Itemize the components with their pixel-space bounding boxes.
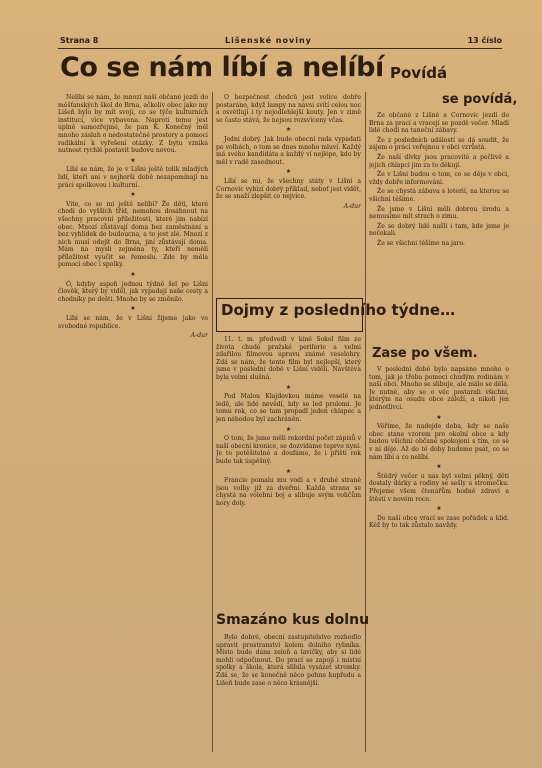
section-headline: Zase po všem. [372, 346, 478, 361]
col1-paragraph: Líbí se nám, že v Lišni žijeme jako ve svobodné republice. [58, 315, 208, 330]
separator-star: ★ [436, 413, 442, 421]
page-header [60, 36, 502, 48]
col2b-paragraph: 11. t. m. předvedl v kině Sokol film ze života chudé pražské periferie a velmi zdařilou filmovou úpravu známé veselohry. Zdá se nám, že tento film byl nejlepší, který jsme v poslední době v Lišni viděli. Návštěva byla velmi slušná. [216, 336, 361, 381]
column-1 [58, 94, 208, 749]
separator-star: ★ [130, 156, 136, 164]
col3-item: Že se všichni těšíme na jaro. [377, 239, 465, 247]
separator-star: ★ [285, 126, 292, 134]
column-3-bottom [369, 366, 509, 752]
side-headline-2: se povídá, [442, 92, 518, 107]
col3b-paragraph: Do naší obce vrací se zase pořádek a klid. Kéž by to tak zůstalo navždy. [369, 514, 509, 530]
col3b-paragraph: V poslední době bylo napsáno mnoho o tom, jak je třeba pomoci chudým rodinám v naší obci. Mnoho se slibuje, ale málo se dělá. Je nutné, aby se o věc postarali všichni, kterým na osudu obce záleží, a nikoli jen jednotlivci. [369, 366, 509, 411]
col2c-paragraph: Bylo dobré, obecní zastupitelstvo rozhodlo upravit prostranství kolem dolního rybníka. Místo bude dána zeleň a lavičky, aby si lidé mohli odpočinout. Do prací se zapojí i místní spolky a škola, která slíbila vysázet stromky. Zdá se, že se konečně něco pohne kupředu a Lišeň bude zase o něco krásnější. [216, 634, 361, 687]
col3-item: Že se dobrý lidé našli i tam, kde jsme je nečekali. [369, 222, 509, 238]
col3-item: Že se chystá zábava s loterií, na kterou se všichni těšíme. [369, 188, 509, 203]
column-divider-2 [365, 92, 366, 752]
col3b-paragraph: Věříme, že nadejde doba, kdy se naše obec stane vzorem pro okolní obce a kdy budou všichni občané spokojeni s tím, co se v ní děje. Až do té doby budeme psát, co se nám líbí a co nelíbí. [369, 423, 509, 461]
col1-paragraph: Vite, co se mi ještě nelíbí? Že děti, které chodí do vyšších tříd, nemohou dosáhnout na všechny pracovní příležitosti, které jim nabízí obec. Mnozí zůstávají doma bez zaměstnání a bez vyhlídek do budoucna, a to jest zlé. Mnozí z nich musí odejít do Brna, jiní zůstávají doma. Mám na mysli zejména ty, kteří neměli příležitost vyučit se řemeslu. Zde by měla pomoci obec i spolky. [58, 200, 208, 269]
column-2-bottom [216, 634, 361, 752]
col1-paragraph: Líbí se nám, že je v Lišni ještě tolik mladých lidí, kteří ani v nejhorší době nezapomínají na práci spolkovou i kulturní. [58, 166, 208, 189]
col1-paragraph: Ó, kdyby aspoň jednou týdně šel po Lišni člověk, který by viděl, jak vypadají naše cesty a chodníky po dešti. Mnoho by se změnilo. [58, 280, 208, 303]
separator-star: ★ [285, 383, 292, 391]
column-2-middle [216, 336, 361, 606]
column-3-top [369, 112, 509, 340]
col3-item: Že občané z Lišně a Cornovic jezdí do Brna za prací a vracejí se pozdě večer. Mladí lidé chodí na taneční zábavy. [369, 112, 509, 135]
issue-number: 13 číslo [467, 36, 502, 45]
col2-paragraph: Líbí se mi, že všechny státy v Lišni a Cornovic vybízí dobrý příklad, neboť jest vidět, že se snaží zlepšit co nejvíce. [216, 177, 361, 201]
side-headline: Povídá [390, 64, 448, 82]
col3-item: Že naší dívky jsou pracovité a pečlivé a jejich chlapci jim za to děkují. [369, 153, 509, 169]
col2b-paragraph: Francie pomalu mu vodí a v druhé straně jsou volby již za dveřmi. Každá strana se chystá na volební boj a slibuje svým voličům hory doly. [216, 477, 361, 507]
box-title: Dojmy z posledního týdne… [221, 301, 456, 319]
col1-paragraph: Nelíbí se nám, že mnozí naši občané jezdí do měšťanských škol do Brna, ačkoliv obec jako my Lišeň bylo by mít svoji, co se týče kulturních institucí, více vybavena. Naproti tomu jest úplně samozřejmé, že pan K. Konečný měl mnoho zásluh o nedostatečné prostory a pomoci radikální k vyřešení otázky. Z bytu vzniká nutnost rychlé postavit budovu novou. [58, 94, 208, 155]
col3-item: Že v Lišni budou o tom, co se děje v obci, vždy dobře informováni. [369, 171, 509, 186]
col3-item: Že jsme v Lišni měli dobrou úrodu a nemusíme mít strach o zimu. [369, 205, 509, 221]
separator-star: ★ [285, 425, 292, 433]
separator-star: ★ [130, 191, 136, 199]
header-rule [58, 48, 502, 49]
separator-star: ★ [285, 467, 292, 475]
separator-star: ★ [130, 271, 136, 279]
main-headline: Co se nám líbí a nelíbí [60, 52, 384, 83]
col3-item: Že z posledních událostí se dá soudit, že zájem o práci veřejnou v obci vzrůstá. [369, 136, 509, 152]
author-signature: A-dur [190, 332, 208, 340]
separator-star: ★ [436, 505, 442, 513]
separator-star: ★ [436, 463, 442, 471]
boxed-headline [216, 298, 456, 332]
column-2-top [216, 94, 361, 294]
section-headline: Smazáno kus dolnu [216, 612, 370, 628]
col2-paragraph: O bezpečnost chodců jest velice dobře postaráno, když lampy na návsi svítí celou noc a osvětlují i ty nejodlehlejší kouty. Jen v zimě se často stává, že nejsou rozsvíceny včas. [216, 94, 361, 124]
col2b-paragraph: Pod Malou Klajdovkou máme veselé na ledě, ale lidé nevědí, kdy se led prolomí. Je tomu rok, co se tam propadl jeden chlapec a jen náhodou byl zachráněn. [216, 393, 361, 423]
separator-star: ★ [130, 305, 136, 313]
author-signature: A-dur [343, 202, 361, 210]
col2-paragraph: Jedni dobrý. Jak bude obecní rada vypadati po volbách, o tom se dnes mnoho mluví. Každý má svého kandidáta a každý ví nejlépe, kdo by měl v radě zasednout. [216, 135, 361, 166]
col3b-paragraph: Štědrý večer u nás byl velmi pěkný, děti dostaly dárky a rodiny se sešly u stromečku. Přejeme všem čtenářům hodně zdraví a štěstí v novém roce. [369, 472, 509, 503]
paper-name: Lišenské noviny [225, 36, 312, 45]
col2b-paragraph: O tom, že jsme měli rekordní počet zápisů v naší obecní kronice, se dozvídáme teprve nyní. Je to potěšitelné a doufáme, že i příští rok bude tak úspěšný. [216, 435, 361, 465]
column-divider-1 [212, 92, 213, 752]
page-number: Strana 8 [60, 36, 99, 45]
separator-star: ★ [285, 168, 292, 176]
